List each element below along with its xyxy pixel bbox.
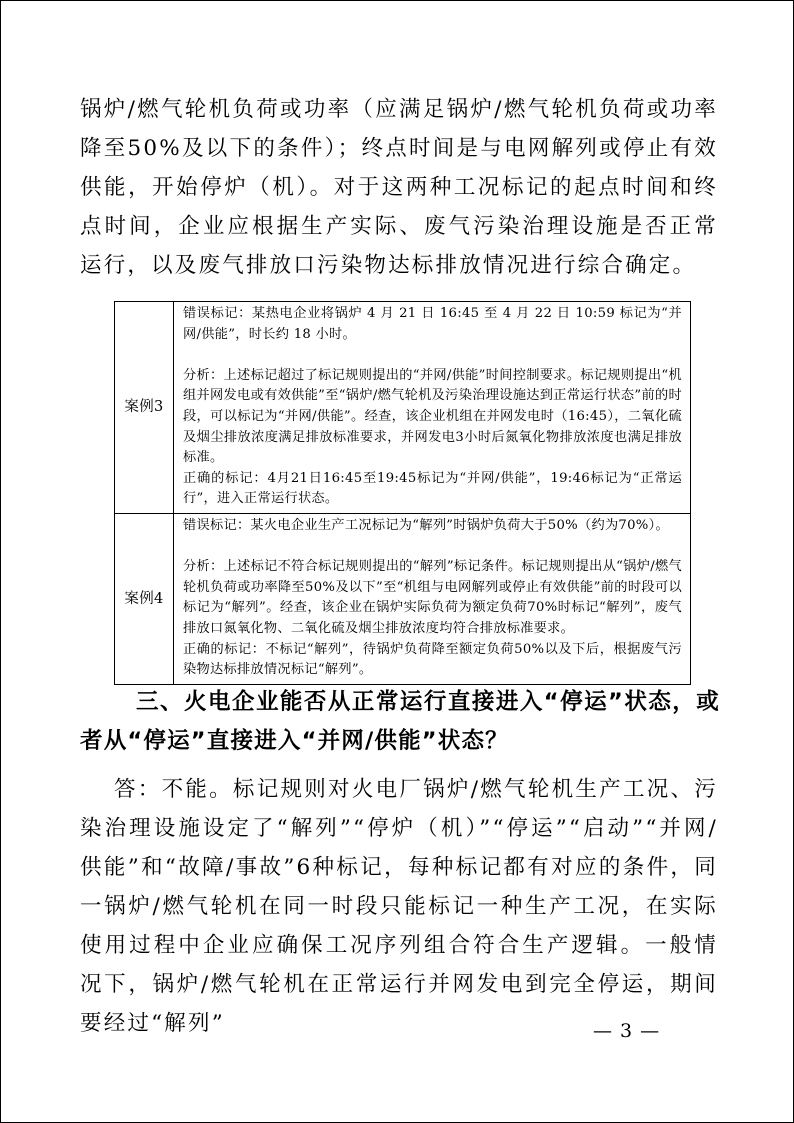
case-3-analysis: 分析：上述标记超过了标记规则提出的“并网/供能”时间控制要求。标记规则提出“机组并网发电或有效供能”至“锅炉/燃气轮机及污染治理设施达到正常运行状态”前的时段，可以标记为“并网/供能”。经查，该企业机组在并网发电时（16:45），二氧化硫及烟尘排放浓度满足排放标准要求，并网发电3小时后氮氧化物排放浓度也满足排放标准。 <box>183 367 682 466</box>
case-3-wrong-mark: 错误标记：某热电企业将锅炉 4 月 21 日 16:45 至 4 月 22 日 10:59 标记为“并网/供能”，时长约 18 小时。 <box>183 306 682 342</box>
case-4-wrong-mark: 错误标记：某火电企业生产工况标记为“解列”时锅炉负荷大于50%（约为70%）。 <box>183 517 670 533</box>
answer-paragraph: 答：不能。标记规则对火电厂锅炉/燃气轮机生产工况、污染治理设施设定了“解列”“停炉（机）”“停运”“启动”“并网/供能”和“故障/事故”6种标记，每种标记都有对应的条件，同一锅炉/燃气轮机在同一时段只能标记一种生产工况，在实际使用过程中企业应确保工况序列组合符合生产逻辑。一般情况下，锅炉/燃气轮机在正常运行并网发电到完全停运，期间要经过“解列” <box>80 777 718 1036</box>
case-4-label: 案例4 <box>115 513 174 684</box>
case-examples-table <box>114 301 691 685</box>
table-row-case-4 <box>115 513 691 684</box>
case-3-content <box>174 302 691 514</box>
case-3-label: 案例3 <box>115 302 174 514</box>
table-row-case-3 <box>115 302 691 514</box>
intro-paragraph: 锅炉/燃气轮机负荷或功率（应满足锅炉/燃气轮机负荷或功率降至50%及以下的条件）；终点时间是与电网解列或停止有效供能，开始停炉（机）。对于这两种工况标记的起点时间和终点时间，企业应根据生产实际、废气污染治理设施是否正常运行，以及废气排放口污染物达标排放情况进行综合确定。 <box>80 97 718 278</box>
question-heading: 三、火电企业能否从正常运行直接进入“停运”状态，或者从“停运”直接进入“并网/供能”状态？ <box>80 689 720 754</box>
page-number: — 3 — <box>593 1020 661 1042</box>
case-4-correct-mark: 正确的标记：不标记“解列”，待锅炉负荷降至额定负荷50%以及下后，根据废气污染物达标排放情况标记“解列”。 <box>183 641 682 678</box>
case-4-analysis: 分析：上述标记不符合标记规则提出的“解列”标记条件。标记规则提出从“锅炉/燃气轮机负荷或功率降至50%及以下”至“机组与电网解列或停止有效供能”前的时段可以标记为“解列”。经查，该企业在锅炉实际负荷为额定负荷70%时标记“解列”，废气排放口氮氧化物、二氧化硫及烟尘排放浓度均符合排放标准要求。 <box>183 559 682 636</box>
case-4-content <box>174 513 691 684</box>
case-3-correct-mark: 正确的标记：4月21日16:45至19:45标记为“并网/供能”，19:46标记为“正常运行”，进入正常运行状态。 <box>183 470 682 507</box>
